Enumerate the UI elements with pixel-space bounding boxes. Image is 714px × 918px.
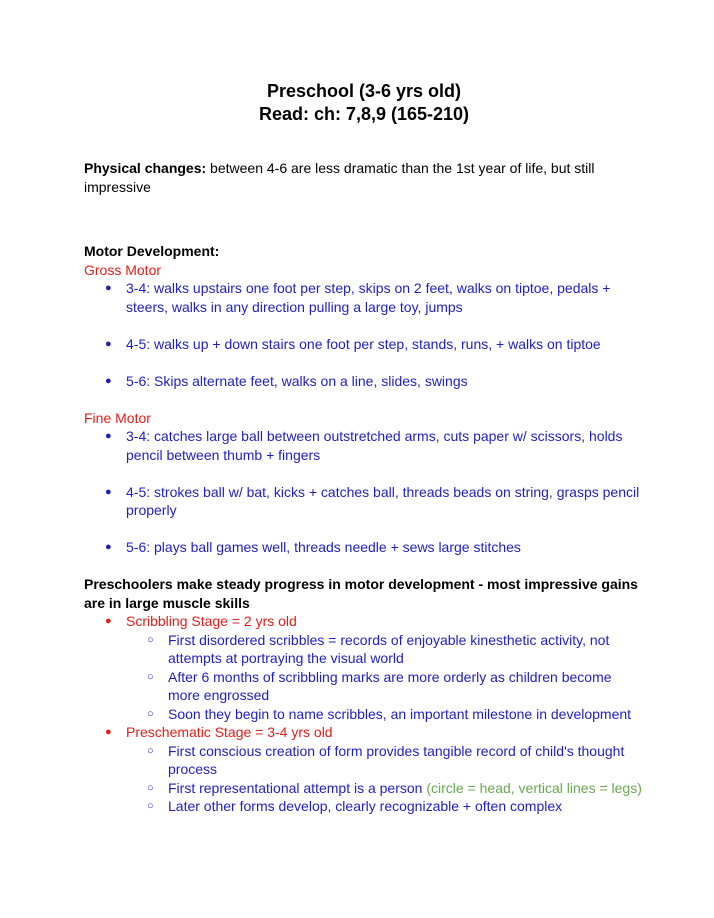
gross-motor-list xyxy=(84,279,644,390)
sub-list-item xyxy=(84,779,644,798)
title-line-1: Preschool (3-6 yrs old) xyxy=(266,81,462,101)
scribbling-stage-label: Scribbling Stage = 2 yrs old xyxy=(126,613,297,629)
list-item: ● 5-6: plays ball games well, threads needle + sews large stitches xyxy=(84,538,644,557)
representational-attempt-note: (circle = head, vertical lines = legs) xyxy=(426,779,642,796)
document-page xyxy=(84,80,644,816)
motor-development-heading: Motor Development: xyxy=(84,243,220,259)
title-line-2: Read: ch: 7,8,9 (165-210) xyxy=(258,104,470,124)
preschematic-stage-item xyxy=(84,723,644,742)
physical-changes-label: Physical changes: xyxy=(84,160,207,176)
stages-list xyxy=(84,612,644,816)
scribbling-stage-item xyxy=(84,612,644,631)
list-item: ● 5-6: Skips alternate feet, walks on a line, slides, swings xyxy=(84,372,644,391)
sub-list-item: ○ Soon they begin to name scribbles, an important milestone in development xyxy=(84,705,644,724)
gross-motor-label: Gross Motor xyxy=(84,261,162,278)
fine-motor-label: Fine Motor xyxy=(84,409,151,426)
sub-list-item: ○ First conscious creation of form provides tangible record of child's thought process xyxy=(84,742,644,779)
progress-heading: Preschoolers make steady progress in motor development - most impressive gains are in large muscle skills xyxy=(84,576,638,611)
list-item: ● 4-5: walks up + down stairs one foot per step, stands, runs, + walks on tiptoe xyxy=(84,335,644,354)
sub-list-item: ○ After 6 months of scribbling marks are more orderly as children become more engrossed xyxy=(84,668,644,705)
representational-attempt-text: First representational attempt is a person xyxy=(168,779,427,796)
physical-changes-text: between 4-6 are less dramatic than the 1st year of life, but still impressive xyxy=(84,160,595,195)
sub-list-item: ○ First disordered scribbles = records of enjoyable kinesthetic activity, not attempts at portraying the visual world xyxy=(84,631,644,668)
physical-changes-paragraph xyxy=(84,159,644,196)
list-item: ● 4-5: strokes ball w/ bat, kicks + catches ball, threads beads on string, grasps pencil properly xyxy=(84,483,644,520)
list-item: ● 3-4: catches large ball between outstretched arms, cuts paper w/ scissors, holds pencil between thumb + fingers xyxy=(84,427,644,464)
preschematic-stage-label: Preschematic Stage = 3-4 yrs old xyxy=(126,724,333,740)
list-item: ● 3-4: walks upstairs one foot per step, skips on 2 feet, walks on tiptoe, pedals + steers, walks in any direction pulling a large toy, jumps xyxy=(84,279,644,316)
fine-motor-list xyxy=(84,427,644,557)
sub-list-item: ○ Later other forms develop, clearly recognizable + often complex xyxy=(84,797,644,816)
